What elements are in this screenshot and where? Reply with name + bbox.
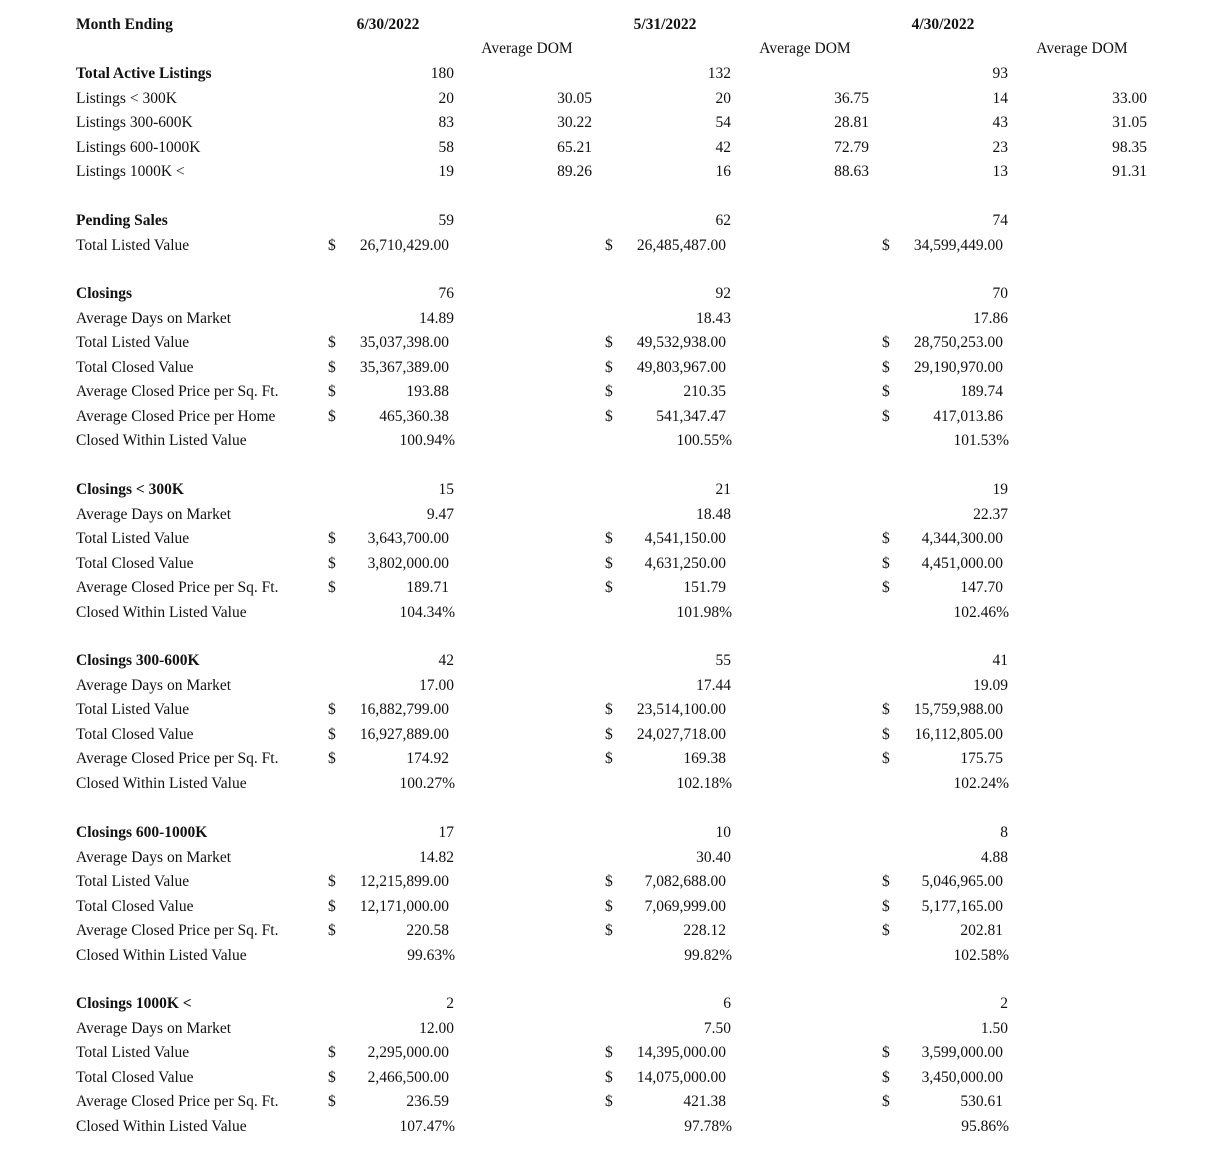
- row-value: 35,367,389.00: [359, 358, 449, 376]
- row-value: 17.86: [973, 309, 1008, 327]
- row-value: 15,759,988.00: [913, 701, 1003, 718]
- row-value: 101.98%: [676, 603, 732, 621]
- section-title: Pending Sales: [76, 212, 168, 229]
- row-value: 147.70: [960, 579, 1003, 596]
- dollar-sign: $: [882, 750, 890, 767]
- row-value: 12,171,000.00: [359, 897, 449, 915]
- row-label: Average Days on Market: [76, 505, 232, 523]
- dollar-sign: $: [605, 1068, 613, 1086]
- average-dom-value: 31.05: [1112, 114, 1147, 131]
- dollar-sign: $: [882, 383, 890, 400]
- listing-count: 83: [438, 114, 454, 131]
- row-value: 169.38: [683, 750, 726, 767]
- section-total: 180: [430, 65, 454, 82]
- listing-count: 14: [992, 89, 1008, 107]
- row-value: 99.63%: [407, 946, 455, 964]
- row-value: 7,082,688.00: [644, 873, 726, 890]
- row-label: Average Closed Price per Home: [76, 407, 276, 425]
- listing-count: 16: [715, 163, 731, 180]
- listing-row: [0, 160, 1224, 184]
- row-value: 210.35: [683, 383, 726, 400]
- row-label: Closed Within Listed Value: [76, 946, 247, 964]
- dollar-sign: $: [605, 897, 613, 915]
- dollar-sign: $: [882, 897, 890, 915]
- dollar-sign: $: [605, 530, 613, 547]
- data-row: [0, 1090, 1224, 1114]
- listing-row: [0, 87, 1224, 111]
- dollar-sign: $: [605, 1044, 613, 1061]
- row-value: 26,710,429.00: [359, 236, 449, 254]
- listing-count: 19: [438, 163, 454, 180]
- row-label: Total Listed Value: [76, 1044, 190, 1061]
- row-value: 220.58: [406, 922, 449, 939]
- dollar-sign: $: [328, 922, 336, 939]
- row-value: 24,027,718.00: [636, 725, 726, 743]
- row-value: 22.37: [973, 505, 1008, 523]
- month-header: 6/30/2022: [356, 16, 420, 33]
- listing-count: 54: [715, 114, 731, 131]
- row-value: 3,643,700.00: [367, 530, 449, 547]
- section-title: Closings 600-1000K: [76, 824, 208, 841]
- data-row: [0, 1115, 1224, 1139]
- dollar-sign: $: [328, 407, 336, 425]
- row-value: 102.46%: [953, 603, 1009, 621]
- section-title: Total Active Listings: [76, 65, 212, 82]
- section-total: 55: [715, 652, 731, 669]
- row-label: Total Closed Value: [76, 897, 194, 915]
- row-value: 28,750,253.00: [913, 334, 1003, 351]
- row-label: Total Closed Value: [76, 725, 194, 743]
- listing-count: 58: [438, 138, 454, 156]
- dollar-sign: $: [605, 383, 613, 400]
- row-value: 2,295,000.00: [367, 1044, 449, 1061]
- data-row: [0, 405, 1224, 429]
- row-value: 417,013.86: [933, 407, 1003, 425]
- row-label: Average Closed Price per Sq. Ft.: [76, 579, 279, 596]
- dollar-sign: $: [605, 334, 613, 351]
- section-total: 17: [438, 824, 454, 841]
- row-label: Listings < 300K: [76, 89, 177, 107]
- section-title-row: [0, 649, 1224, 673]
- average-dom-value: 89.26: [557, 163, 592, 180]
- row-label: Average Days on Market: [76, 309, 232, 327]
- row-value: 30.40: [696, 848, 731, 866]
- average-dom-value: 88.63: [834, 163, 869, 180]
- data-row: [0, 944, 1224, 968]
- row-value: 189.74: [960, 383, 1003, 400]
- dollar-sign: $: [882, 1093, 890, 1110]
- row-value: 14.82: [419, 848, 454, 866]
- row-value: 12,215,899.00: [359, 873, 449, 890]
- row-label: Listings 300-600K: [76, 114, 193, 131]
- data-row: [0, 527, 1224, 551]
- dollar-sign: $: [605, 701, 613, 718]
- average-dom-value: 98.35: [1112, 138, 1147, 156]
- header-label: Month Ending: [76, 16, 173, 33]
- row-value: 3,450,000.00: [921, 1068, 1003, 1086]
- average-dom-value: 91.31: [1112, 163, 1147, 180]
- row-value: 18.43: [696, 309, 731, 327]
- section-total: 70: [992, 285, 1008, 302]
- row-label: Average Closed Price per Sq. Ft.: [76, 750, 279, 767]
- row-label: Closed Within Listed Value: [76, 432, 247, 449]
- row-label: Average Closed Price per Sq. Ft.: [76, 1093, 279, 1110]
- row-value: 101.53%: [953, 432, 1009, 449]
- data-row: [0, 1041, 1224, 1065]
- row-value: 17.00: [419, 676, 454, 694]
- dollar-sign: $: [882, 725, 890, 743]
- section-total: 93: [992, 65, 1008, 82]
- row-value: 3,802,000.00: [367, 554, 449, 572]
- row-value: 5,177,165.00: [921, 897, 1003, 915]
- dollar-sign: $: [328, 1044, 336, 1061]
- row-label: Total Listed Value: [76, 236, 190, 254]
- listing-row: [0, 136, 1224, 160]
- dollar-sign: $: [882, 334, 890, 351]
- data-row: [0, 380, 1224, 404]
- row-value: 236.59: [406, 1093, 449, 1110]
- row-value: 102.58%: [953, 946, 1009, 964]
- dollar-sign: $: [328, 334, 336, 351]
- dollar-sign: $: [882, 873, 890, 890]
- row-value: 174.92: [406, 750, 449, 767]
- section-title-row: [0, 62, 1224, 86]
- dollar-sign: $: [605, 236, 613, 254]
- data-row: [0, 895, 1224, 919]
- row-value: 95.86%: [961, 1117, 1009, 1135]
- average-dom-value: 36.75: [834, 89, 869, 107]
- row-value: 100.55%: [676, 432, 732, 449]
- row-value: 189.71: [406, 579, 449, 596]
- section-total: 76: [438, 285, 454, 302]
- average-dom-value: 30.22: [557, 114, 592, 131]
- section-total: 19: [992, 481, 1008, 498]
- row-label: Average Days on Market: [76, 676, 232, 694]
- data-row: [0, 552, 1224, 576]
- row-value: 100.27%: [399, 774, 455, 792]
- dollar-sign: $: [605, 407, 613, 425]
- average-dom-header: Average DOM: [759, 40, 851, 57]
- listing-count: 43: [992, 114, 1008, 131]
- row-label: Total Listed Value: [76, 873, 190, 890]
- dollar-sign: $: [328, 554, 336, 572]
- dollar-sign: $: [882, 701, 890, 718]
- row-value: 29,190,970.00: [913, 358, 1003, 376]
- row-value: 104.34%: [399, 603, 455, 621]
- row-value: 14.89: [419, 309, 454, 327]
- row-value: 1.50: [980, 1019, 1008, 1037]
- dollar-sign: $: [882, 358, 890, 376]
- data-row: [0, 601, 1224, 625]
- average-dom-value: 65.21: [557, 138, 592, 156]
- row-label: Total Closed Value: [76, 358, 194, 376]
- row-value: 97.78%: [684, 1117, 732, 1135]
- row-value: 49,532,938.00: [636, 334, 726, 351]
- dollar-sign: $: [605, 922, 613, 939]
- section-total: 6: [723, 995, 731, 1012]
- dollar-sign: $: [328, 236, 336, 254]
- row-label: Total Listed Value: [76, 530, 190, 547]
- section-total: 21: [715, 481, 731, 498]
- dollar-sign: $: [328, 530, 336, 547]
- dollar-sign: $: [328, 358, 336, 376]
- dollar-sign: $: [328, 579, 336, 596]
- row-value: 34,599,449.00: [913, 236, 1003, 254]
- row-label: Listings 600-1000K: [76, 138, 201, 156]
- section-total: 92: [715, 285, 731, 302]
- row-value: 4,344,300.00: [921, 530, 1003, 547]
- data-row: [0, 234, 1224, 258]
- data-row: [0, 1066, 1224, 1090]
- data-row: [0, 356, 1224, 380]
- section-title-row: [0, 209, 1224, 233]
- data-row: [0, 503, 1224, 527]
- row-value: 530.61: [960, 1093, 1003, 1110]
- dollar-sign: $: [328, 725, 336, 743]
- row-value: 202.81: [960, 922, 1003, 939]
- row-value: 151.79: [683, 579, 726, 596]
- average-dom-value: 72.79: [834, 138, 869, 156]
- row-value: 465,360.38: [379, 407, 449, 425]
- month-header: 4/30/2022: [911, 16, 975, 33]
- section-total: 41: [992, 652, 1008, 669]
- section-title-row: [0, 821, 1224, 845]
- dollar-sign: $: [882, 1044, 890, 1061]
- data-row: [0, 723, 1224, 747]
- dollar-sign: $: [882, 407, 890, 425]
- data-row: [0, 919, 1224, 943]
- data-row: [0, 747, 1224, 771]
- average-dom-value: 28.81: [834, 114, 869, 131]
- data-row: [0, 331, 1224, 355]
- row-value: 107.47%: [399, 1117, 455, 1135]
- row-value: 23,514,100.00: [636, 701, 726, 718]
- dollar-sign: $: [882, 1068, 890, 1086]
- row-value: 541,347.47: [656, 407, 726, 425]
- row-value: 14,075,000.00: [636, 1068, 726, 1086]
- row-value: 4,451,000.00: [921, 554, 1003, 572]
- row-label: Average Days on Market: [76, 1019, 232, 1037]
- dollar-sign: $: [605, 358, 613, 376]
- row-value: 100.94%: [399, 432, 455, 449]
- dollar-sign: $: [605, 750, 613, 767]
- data-row: [0, 846, 1224, 870]
- listing-count: 23: [992, 138, 1008, 156]
- row-value: 49,803,967.00: [636, 358, 726, 376]
- section-title: Closings 300-600K: [76, 652, 200, 669]
- section-total: 42: [438, 652, 454, 669]
- row-value: 175.75: [960, 750, 1003, 767]
- data-row: [0, 698, 1224, 722]
- month-header: 5/31/2022: [633, 16, 697, 33]
- dollar-sign: $: [605, 554, 613, 572]
- header-row: [0, 13, 1224, 37]
- row-label: Closed Within Listed Value: [76, 603, 247, 621]
- dollar-sign: $: [882, 236, 890, 254]
- dollar-sign: $: [328, 383, 336, 400]
- row-value: 26,485,487.00: [636, 236, 726, 254]
- average-dom-header: Average DOM: [481, 40, 573, 57]
- row-label: Average Closed Price per Sq. Ft.: [76, 383, 279, 400]
- data-row: [0, 307, 1224, 331]
- section-title-row: [0, 282, 1224, 306]
- listing-count: 13: [992, 163, 1008, 180]
- row-value: 421.38: [683, 1093, 726, 1110]
- row-value: 5,046,965.00: [921, 873, 1003, 890]
- dollar-sign: $: [605, 725, 613, 743]
- section-total: 8: [1000, 824, 1008, 841]
- row-value: 2,466,500.00: [367, 1068, 449, 1086]
- dollar-sign: $: [328, 897, 336, 915]
- dollar-sign: $: [605, 1093, 613, 1110]
- dollar-sign: $: [882, 530, 890, 547]
- row-value: 99.82%: [684, 946, 732, 964]
- average-dom-value: 33.00: [1112, 89, 1147, 107]
- row-value: 4.88: [980, 848, 1008, 866]
- listing-row: [0, 111, 1224, 135]
- row-value: 102.24%: [953, 774, 1009, 792]
- row-value: 17.44: [696, 676, 731, 694]
- row-value: 19.09: [973, 676, 1008, 694]
- row-label: Total Closed Value: [76, 1068, 194, 1086]
- section-title-row: [0, 992, 1224, 1016]
- section-title-row: [0, 478, 1224, 502]
- dollar-sign: $: [882, 579, 890, 596]
- row-label: Closed Within Listed Value: [76, 774, 247, 792]
- data-row: [0, 772, 1224, 796]
- dollar-sign: $: [605, 579, 613, 596]
- section-total: 132: [707, 65, 731, 82]
- section-title: Closings: [76, 285, 132, 302]
- row-value: 12.00: [419, 1019, 454, 1037]
- row-value: 9.47: [426, 505, 454, 523]
- dollar-sign: $: [328, 1093, 336, 1110]
- section-total: 59: [438, 212, 454, 229]
- row-value: 14,395,000.00: [636, 1044, 726, 1061]
- data-row: [0, 576, 1224, 600]
- dollar-sign: $: [328, 750, 336, 767]
- row-label: Closed Within Listed Value: [76, 1117, 247, 1135]
- section-title: Closings 1000K <: [76, 995, 192, 1012]
- dollar-sign: $: [328, 1068, 336, 1086]
- row-value: 16,882,799.00: [359, 701, 449, 718]
- row-label: Total Listed Value: [76, 334, 190, 351]
- row-label: Total Listed Value: [76, 701, 190, 718]
- section-total: 2: [446, 995, 454, 1012]
- section-total: 15: [438, 481, 454, 498]
- average-dom-header: Average DOM: [1036, 40, 1128, 57]
- row-value: 16,112,805.00: [914, 725, 1003, 743]
- dollar-sign: $: [882, 922, 890, 939]
- section-title: Closings < 300K: [76, 481, 184, 498]
- row-label: Average Days on Market: [76, 848, 232, 866]
- listing-count: 20: [438, 89, 454, 107]
- listing-count: 20: [715, 89, 731, 107]
- row-label: Listings 1000K <: [76, 163, 185, 180]
- row-value: 35,037,398.00: [359, 334, 449, 351]
- row-value: 193.88: [406, 383, 449, 400]
- row-value: 7,069,999.00: [644, 897, 726, 915]
- data-row: [0, 674, 1224, 698]
- row-label: Total Closed Value: [76, 554, 194, 572]
- section-total: 10: [715, 824, 731, 841]
- row-value: 7.50: [703, 1019, 731, 1037]
- row-value: 4,631,250.00: [644, 554, 726, 572]
- dom-header-row: [0, 37, 1224, 61]
- data-row: [0, 1017, 1224, 1041]
- row-value: 228.12: [683, 922, 726, 939]
- dollar-sign: $: [328, 873, 336, 890]
- row-label: Average Closed Price per Sq. Ft.: [76, 922, 279, 939]
- dollar-sign: $: [328, 701, 336, 718]
- data-row: [0, 429, 1224, 453]
- row-value: 16,927,889.00: [359, 725, 449, 743]
- dollar-sign: $: [605, 873, 613, 890]
- section-total: 74: [992, 212, 1008, 229]
- dollar-sign: $: [882, 554, 890, 572]
- row-value: 102.18%: [676, 774, 732, 792]
- row-value: 3,599,000.00: [921, 1044, 1003, 1061]
- row-value: 4,541,150.00: [644, 530, 726, 547]
- listing-count: 42: [715, 138, 731, 156]
- section-total: 2: [1000, 995, 1008, 1012]
- data-row: [0, 870, 1224, 894]
- section-total: 62: [715, 212, 731, 229]
- row-value: 18.48: [696, 505, 731, 523]
- average-dom-value: 30.05: [557, 89, 592, 107]
